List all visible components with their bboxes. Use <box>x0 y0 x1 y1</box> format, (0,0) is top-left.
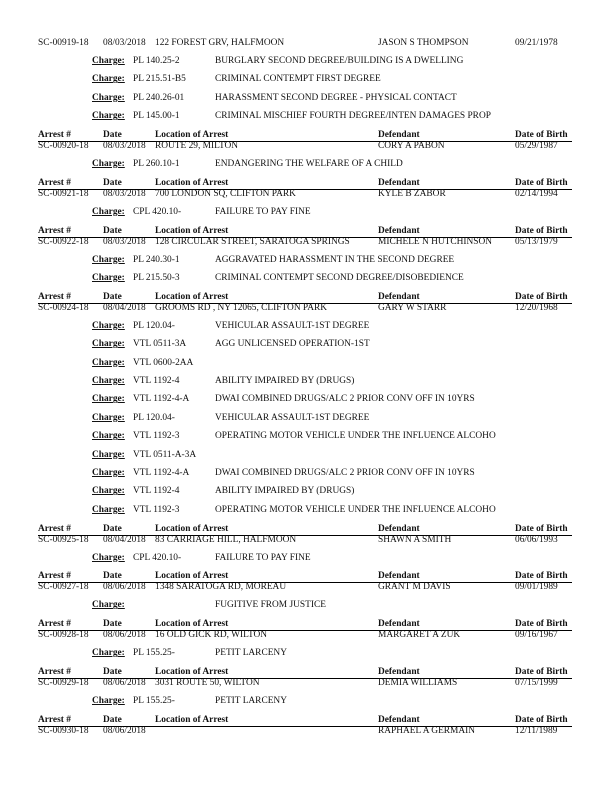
charge-row <box>0 357 612 369</box>
header-defendant: Defendant <box>378 177 420 188</box>
date-of-birth: 02/14/1994 <box>515 188 558 199</box>
charge-row <box>0 647 612 659</box>
date-of-birth: 09/21/1978 <box>515 38 558 48</box>
arrest-record <box>0 188 612 200</box>
charge-code: PL 260.10-1 <box>133 159 180 169</box>
charge-row <box>0 320 612 332</box>
header-arrest-number: Arrest # <box>38 130 71 140</box>
defendant-name: SHAWN A SMITH <box>378 534 452 545</box>
arrest-date: 08/04/2018 <box>103 534 146 545</box>
date-of-birth: 12/20/1968 <box>515 302 558 313</box>
charge-description: PETIT LARCENY <box>215 696 287 706</box>
charge-description: VEHICULAR ASSAULT-1ST DEGREE <box>215 412 370 423</box>
charge-row <box>0 430 612 442</box>
header-arrest-number: Arrest # <box>38 523 71 534</box>
charge-label: Charge: <box>92 552 125 563</box>
header-defendant: Defendant <box>378 619 420 630</box>
arrest-record <box>0 581 612 593</box>
header-date-of-birth: Date of Birth <box>515 130 568 140</box>
charge-code: PL 240.30-1 <box>133 254 180 265</box>
charge-label: Charge: <box>92 357 125 368</box>
charge-label: Charge: <box>92 159 125 169</box>
arrest-record <box>0 725 612 737</box>
charge-label: Charge: <box>92 376 125 386</box>
header-arrest-number: Arrest # <box>38 225 71 236</box>
charge-description: AGGRAVATED HARASSMENT IN THE SECOND DEGREE <box>215 254 455 265</box>
arrest-date: 08/03/2018 <box>103 188 146 199</box>
charge-code: PL 120.04- <box>133 412 175 423</box>
charge-code: PL 140.25-2 <box>133 56 180 66</box>
charge-label: Charge: <box>92 92 125 103</box>
charge-description: VEHICULAR ASSAULT-1ST DEGREE <box>215 320 370 331</box>
date-of-birth: 05/13/1979 <box>515 236 558 247</box>
header-date-of-birth: Date of Birth <box>515 571 568 582</box>
arrest-location: ROUTE 29, MILTON <box>155 141 239 151</box>
header-arrest-number: Arrest # <box>38 667 71 677</box>
header-defendant: Defendant <box>378 225 420 236</box>
arrest-number: SC-00920-18 <box>38 141 89 151</box>
header-arrest-number: Arrest # <box>38 714 71 725</box>
charge-label: Charge: <box>92 486 125 497</box>
arrest-date: 08/03/2018 <box>103 236 146 247</box>
charge-row <box>0 92 612 104</box>
arrest-record <box>0 37 612 49</box>
charge-code: CPL 420.10- <box>133 552 182 563</box>
arrest-record <box>0 534 612 546</box>
defendant-name: RAPHAEL A GERMAIN <box>378 725 476 736</box>
charge-code: VTL 1192-4 <box>133 376 180 386</box>
charge-description: DWAI COMBINED DRUGS/ALC 2 PRIOR CONV OFF IN 10YRS <box>215 468 475 478</box>
header-location: Location of Arrest <box>155 667 229 677</box>
charge-label: Charge: <box>92 412 125 423</box>
charge-row <box>0 449 612 461</box>
header-location: Location of Arrest <box>155 714 229 725</box>
header-defendant: Defendant <box>378 667 420 677</box>
charge-row <box>0 393 612 405</box>
charge-code: PL 215.50-3 <box>133 273 180 283</box>
charge-label: Charge: <box>92 206 125 217</box>
header-date-of-birth: Date of Birth <box>515 177 568 188</box>
header-arrest-number: Arrest # <box>38 291 71 302</box>
date-of-birth: 05/29/1987 <box>515 141 558 151</box>
arrest-location: GROOMS RD , NY 12065, CLIFTON PARK <box>155 302 328 313</box>
charge-code: VTL 0511-3A <box>133 339 187 350</box>
charge-label: Charge: <box>92 111 125 122</box>
charge-description: ENDANGERING THE WELFARE OF A CHILD <box>215 159 403 169</box>
charge-code: VTL 0511-A-3A <box>133 449 197 460</box>
charge-code: VTL 1192-4-A <box>133 468 190 478</box>
charge-label: Charge: <box>92 339 125 350</box>
header-date: Date <box>103 619 122 630</box>
header-location: Location of Arrest <box>155 291 229 302</box>
charge-row <box>0 467 612 479</box>
header-date-of-birth: Date of Birth <box>515 291 568 302</box>
charge-label: Charge: <box>92 254 125 265</box>
charge-label: Charge: <box>92 56 125 66</box>
charge-label: Charge: <box>92 394 125 405</box>
arrest-record <box>0 677 612 689</box>
charge-code: PL 155.25- <box>133 648 175 659</box>
arrest-location: 128 CIRCULAR STREET, SARATOGA SPRINGS <box>155 236 350 247</box>
header-defendant: Defendant <box>378 571 420 582</box>
header-date-of-birth: Date of Birth <box>515 225 568 236</box>
arrest-number: SC-00929-18 <box>38 678 89 688</box>
arrest-location: 3031 ROUTE 50, WILTON <box>155 678 260 688</box>
defendant-name: DEMIA WILLIAMS <box>378 678 458 688</box>
header-date-of-birth: Date of Birth <box>515 619 568 630</box>
header-arrest-number: Arrest # <box>38 619 71 630</box>
defendant-name: KYLE B ZABOR <box>378 188 446 199</box>
charge-description: CRIMINAL CONTEMPT SECOND DEGREE/DISOBEDIENCE <box>215 273 464 283</box>
charge-label: Charge: <box>92 504 125 515</box>
charge-code: VTL 0600-2AA <box>133 357 194 368</box>
date-of-birth: 06/06/1993 <box>515 534 558 545</box>
arrest-date: 08/03/2018 <box>103 38 146 48</box>
date-of-birth: 09/01/1989 <box>515 582 558 593</box>
arrest-date: 08/06/2018 <box>103 678 146 688</box>
arrest-number: SC-00928-18 <box>38 630 89 641</box>
defendant-name: MICHELE N HUTCHINSON <box>378 236 493 247</box>
charge-description: FAILURE TO PAY FINE <box>215 206 311 217</box>
charge-description: ABILITY IMPAIRED BY (DRUGS) <box>215 486 355 497</box>
charge-row <box>0 695 612 707</box>
charge-label: Charge: <box>92 468 125 478</box>
charge-label: Charge: <box>92 696 125 706</box>
header-date: Date <box>103 571 122 582</box>
date-of-birth: 09/16/1967 <box>515 630 558 641</box>
header-date: Date <box>103 130 122 140</box>
header-defendant: Defendant <box>378 130 420 140</box>
header-date: Date <box>103 177 122 188</box>
charge-code: VTL 1192-4-A <box>133 394 190 405</box>
charge-row <box>0 73 612 85</box>
header-location: Location of Arrest <box>155 523 229 534</box>
charge-code: VTL 1192-3 <box>133 431 180 442</box>
charge-code: PL 120.04- <box>133 320 175 331</box>
header-defendant: Defendant <box>378 714 420 725</box>
arrest-location: 122 FOREST GRV, HALFMOON <box>155 38 285 48</box>
charge-description: HARASSMENT SECOND DEGREE - PHYSICAL CONTACT <box>215 92 457 103</box>
charge-code: PL 240.26-01 <box>133 92 185 103</box>
arrest-number: SC-00921-18 <box>38 188 89 199</box>
charge-row <box>0 375 612 387</box>
charge-row <box>0 599 612 611</box>
arrest-location: 16 OLD GICK RD, WILTON <box>155 630 268 641</box>
charge-row <box>0 206 612 218</box>
charge-label: Charge: <box>92 600 125 611</box>
arrest-number: SC-00927-18 <box>38 582 89 593</box>
charge-row <box>0 485 612 497</box>
charge-code: VTL 1192-4 <box>133 486 180 497</box>
header-location: Location of Arrest <box>155 130 229 140</box>
header-date: Date <box>103 225 122 236</box>
header-location: Location of Arrest <box>155 619 229 630</box>
charge-description: CRIMINAL MISCHIEF FOURTH DEGREE/INTEN DAMAGES PROP <box>215 111 491 122</box>
arrest-date: 08/03/2018 <box>103 141 146 151</box>
charge-label: Charge: <box>92 431 125 442</box>
defendant-name: GRANT M DAVIS <box>378 582 451 593</box>
charge-description: OPERATING MOTOR VEHICLE UNDER THE INFLUENCE ALCOHO <box>215 504 496 515</box>
arrest-date: 08/06/2018 <box>103 582 146 593</box>
arrest-number: SC-00922-18 <box>38 236 89 247</box>
charge-code: CPL 420.10- <box>133 206 182 217</box>
charge-label: Charge: <box>92 320 125 331</box>
header-date: Date <box>103 714 122 725</box>
arrest-record <box>0 302 612 314</box>
header-location: Location of Arrest <box>155 177 229 188</box>
charge-row <box>0 254 612 266</box>
charge-label: Charge: <box>92 648 125 659</box>
defendant-name: CORY A PABON <box>378 141 445 151</box>
defendant-name: MARGARET A ZUK <box>378 630 461 641</box>
date-of-birth: 07/15/1999 <box>515 678 558 688</box>
charge-row <box>0 110 612 122</box>
arrest-location: 83 CARRIAGE HILL, HALFMOON <box>155 534 297 545</box>
header-location: Location of Arrest <box>155 225 229 236</box>
arrest-date: 08/06/2018 <box>103 630 146 641</box>
header-date: Date <box>103 291 122 302</box>
header-arrest-number: Arrest # <box>38 571 71 582</box>
arrest-date: 08/06/2018 <box>103 725 146 736</box>
header-arrest-number: Arrest # <box>38 177 71 188</box>
charge-label: Charge: <box>92 449 125 460</box>
arrest-number: SC-00930-18 <box>38 725 89 736</box>
charge-description: ABILITY IMPAIRED BY (DRUGS) <box>215 376 355 386</box>
charge-description: DWAI COMBINED DRUGS/ALC 2 PRIOR CONV OFF IN 10YRS <box>215 394 475 405</box>
arrest-location: 1348 SARATOGA RD, MOREAU <box>155 582 287 593</box>
charge-description: BURGLARY SECOND DEGREE/BUILDING IS A DWELLING <box>215 56 464 66</box>
arrest-number: SC-00925-18 <box>38 534 89 545</box>
header-defendant: Defendant <box>378 291 420 302</box>
arrest-date: 08/04/2018 <box>103 302 146 313</box>
header-defendant: Defendant <box>378 523 420 534</box>
charge-code: PL 215.51-B5 <box>133 74 186 85</box>
header-date-of-birth: Date of Birth <box>515 667 568 677</box>
charge-code: VTL 1192-3 <box>133 504 180 515</box>
charge-row <box>0 158 612 170</box>
charge-row <box>0 504 612 516</box>
header-date: Date <box>103 523 122 534</box>
header-date-of-birth: Date of Birth <box>515 523 568 534</box>
charge-row <box>0 412 612 424</box>
arrest-number: SC-00919-18 <box>38 38 89 48</box>
charge-row <box>0 552 612 564</box>
date-of-birth: 12/11/1989 <box>515 725 558 736</box>
charge-description: FAILURE TO PAY FINE <box>215 552 311 563</box>
header-location: Location of Arrest <box>155 571 229 582</box>
charge-description: PETIT LARCENY <box>215 648 287 659</box>
defendant-name: GARY W STARR <box>378 302 447 313</box>
arrest-record <box>0 629 612 641</box>
charge-description: AGG UNLICENSED OPERATION-1ST <box>215 339 370 350</box>
charge-row <box>0 272 612 284</box>
charge-code: PL 145.00-1 <box>133 111 180 122</box>
charge-label: Charge: <box>92 273 125 283</box>
charge-row <box>0 338 612 350</box>
charge-label: Charge: <box>92 74 125 85</box>
charge-description: FUGITIVE FROM JUSTICE <box>215 600 326 611</box>
arrest-number: SC-00924-18 <box>38 302 89 313</box>
header-date-of-birth: Date of Birth <box>515 714 568 725</box>
charge-row <box>0 55 612 67</box>
arrest-location: 700 LONDON SQ, CLIFTON PARK <box>155 188 296 199</box>
arrest-record <box>0 140 612 152</box>
charge-description: CRIMINAL CONTEMPT FIRST DEGREE <box>215 74 381 85</box>
arrest-record <box>0 236 612 248</box>
charge-description: OPERATING MOTOR VEHICLE UNDER THE INFLUENCE ALCOHO <box>215 431 496 442</box>
defendant-name: JASON S THOMPSON <box>378 38 469 48</box>
header-date: Date <box>103 667 122 677</box>
charge-code: PL 155.25- <box>133 696 175 706</box>
